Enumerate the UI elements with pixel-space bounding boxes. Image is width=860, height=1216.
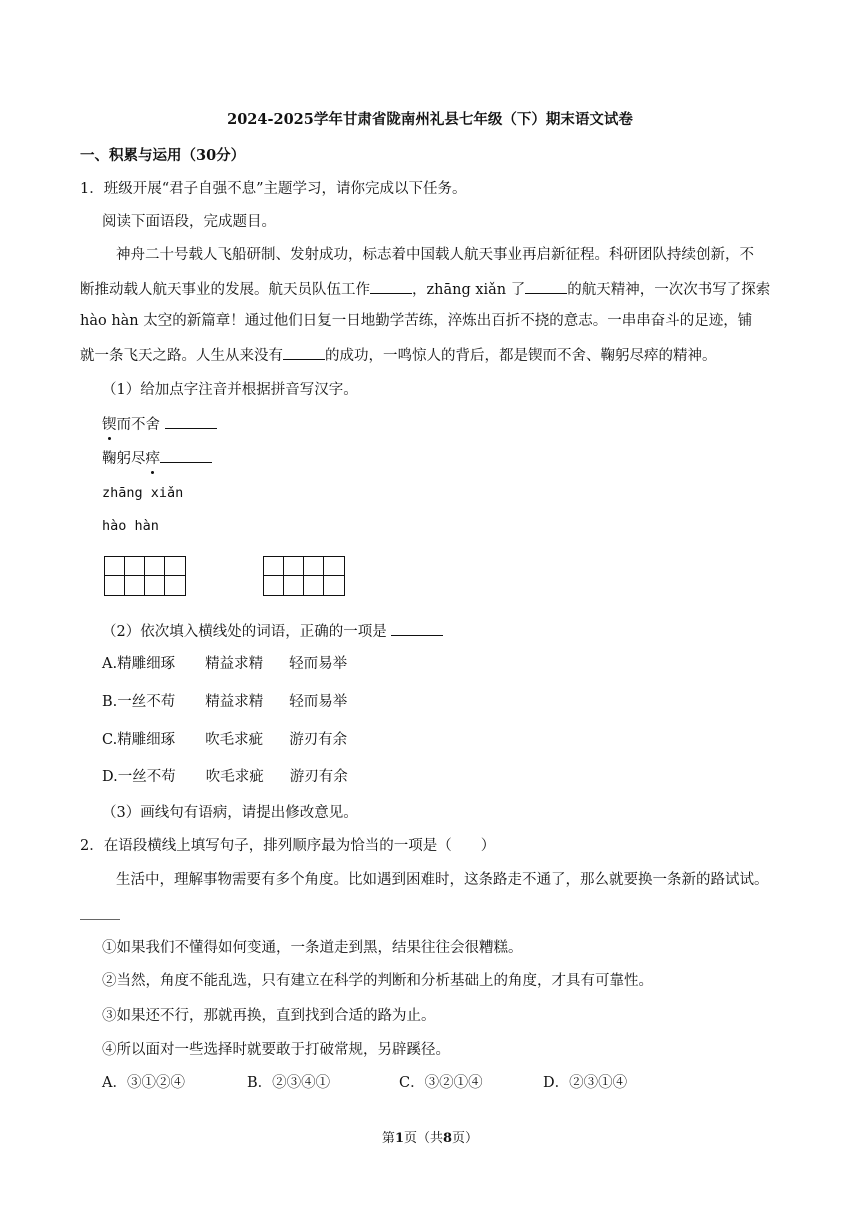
option-word: 精雕细琢: [117, 656, 176, 672]
q1-stem: 1．班级开展“君子自强不息”主题学习，请你完成以下任务。: [80, 181, 467, 197]
option-label: D.: [102, 769, 118, 785]
q1-sub3: （3）画线句有语病，请提出修改意见。: [102, 805, 358, 821]
option-c[interactable]: [102, 730, 347, 750]
option-word: 精益求精: [205, 656, 264, 672]
page-number: 1: [394, 1131, 404, 1146]
q2-choice-b[interactable]: B．②③④①: [247, 1075, 331, 1091]
dotted-char: 锲: [102, 417, 117, 433]
q1-para-seg: 就一条飞天之路。人生从来没有: [80, 348, 283, 364]
option-word: 吹毛求疵: [205, 732, 264, 748]
option-label: C.: [102, 732, 118, 748]
option-word: 轻而易举: [289, 656, 348, 672]
writing-grid-1[interactable]: [104, 556, 186, 596]
answer-blank[interactable]: [160, 447, 212, 463]
writing-grid-2[interactable]: [263, 556, 345, 596]
word2-pre: 鞠躬尽: [102, 451, 146, 467]
dotted-char: 瘁: [145, 451, 160, 467]
answer-blank[interactable]: [391, 620, 443, 636]
word1-row: [102, 413, 217, 435]
footer-text: 页（共: [403, 1131, 443, 1146]
q1-para-line1: 神舟二十号载人飞船研制、发射成功，标志着中国载人航天事业再启新征程。科研团队持续创新，不: [116, 247, 754, 263]
footer-text: 第: [381, 1131, 395, 1146]
word1-rest: 而不舍: [116, 417, 160, 433]
pinyin-2: hào hàn: [102, 518, 159, 534]
option-word: 一丝不苟: [117, 769, 176, 785]
q1-para-seg: ，zhāng xiǎn 了: [412, 282, 526, 298]
q1-para-line3: hào hàn 太空的新篇章！通过他们日复一日地勤学苦练，淬炼出百折不挠的意志。一串串奋斗的足迹，铺: [80, 313, 753, 329]
q1-intro: 阅读下面语段，完成题目。: [102, 214, 276, 230]
fill-line[interactable]: [80, 919, 120, 920]
q2-item-3: ③如果还不行，那就再换，直到找到合适的路为止。: [102, 1008, 436, 1024]
answer-blank[interactable]: [165, 413, 217, 429]
q2-para: 生活中，理解事物需要有多个角度。比如遇到困难时，这条路走不通了，那么就要换一条新的路试试。: [116, 872, 769, 888]
q1-para-line4: [80, 344, 717, 366]
word2-row: [102, 447, 212, 469]
option-word: 游刃有余: [289, 732, 348, 748]
option-word: 吹毛求疵: [205, 769, 264, 785]
option-word: 游刃有余: [289, 769, 348, 785]
q2-item-2: ②当然，角度不能乱选，只有建立在科学的判断和分析基础上的角度，才具有可靠性。: [102, 973, 653, 989]
answer-blank[interactable]: [525, 278, 567, 294]
page-footer: [0, 1129, 860, 1149]
q1-para-line2: [80, 278, 770, 300]
footer-text: 页）: [452, 1131, 479, 1146]
answer-blank[interactable]: [370, 278, 412, 294]
q1-para-seg: 的成功，一鸣惊人的背后，都是锲而不舍、鞠躬尽瘁的精神。: [325, 348, 717, 364]
q1-sub1: （1）给加点字注音并根据拼音写汉字。: [102, 382, 358, 398]
section-heading: 一、积累与运用（30分）: [80, 147, 246, 164]
page-total: 8: [443, 1131, 453, 1146]
q2-choice-c[interactable]: C．③②①④: [399, 1075, 483, 1091]
answer-blank[interactable]: [283, 344, 325, 360]
option-d[interactable]: [102, 767, 348, 787]
option-a[interactable]: [102, 654, 347, 674]
q1-sub2-text: （2）依次填入横线处的词语，正确的一项是: [102, 624, 387, 640]
option-word: 精雕细琢: [117, 732, 176, 748]
option-word: 精益求精: [205, 694, 264, 710]
q1-para-seg: 断推动载人航天事业的发展。航天员队伍工作: [80, 282, 370, 298]
q2-item-1: ①如果我们不懂得如何变通，一条道走到黑，结果往往会很糟糕。: [102, 940, 523, 956]
q1-para-seg: 的航天精神，一次次书写了探索: [567, 282, 771, 298]
q2-stem: 2．在语段横线上填写句子，排列顺序最为恰当的一项是（ ）: [80, 838, 496, 854]
option-word: 轻而易举: [289, 694, 348, 710]
option-label: A.: [102, 656, 118, 672]
pinyin-1: zhāng xiǎn: [102, 485, 184, 501]
q2-choice-a[interactable]: A．③①②④: [102, 1075, 185, 1091]
q1-sub2: [102, 620, 443, 642]
q2-item-4: ④所以面对一些选择时就要敢于打破常规，另辟蹊径。: [102, 1042, 450, 1058]
option-word: 一丝不苟: [117, 694, 176, 710]
q2-choice-d[interactable]: D．②③①④: [543, 1075, 628, 1091]
option-b[interactable]: [102, 692, 347, 712]
option-label: B.: [102, 694, 118, 710]
page-title: 2024-2025学年甘肃省陇南州礼县七年级（下）期末语文试卷: [227, 111, 633, 128]
